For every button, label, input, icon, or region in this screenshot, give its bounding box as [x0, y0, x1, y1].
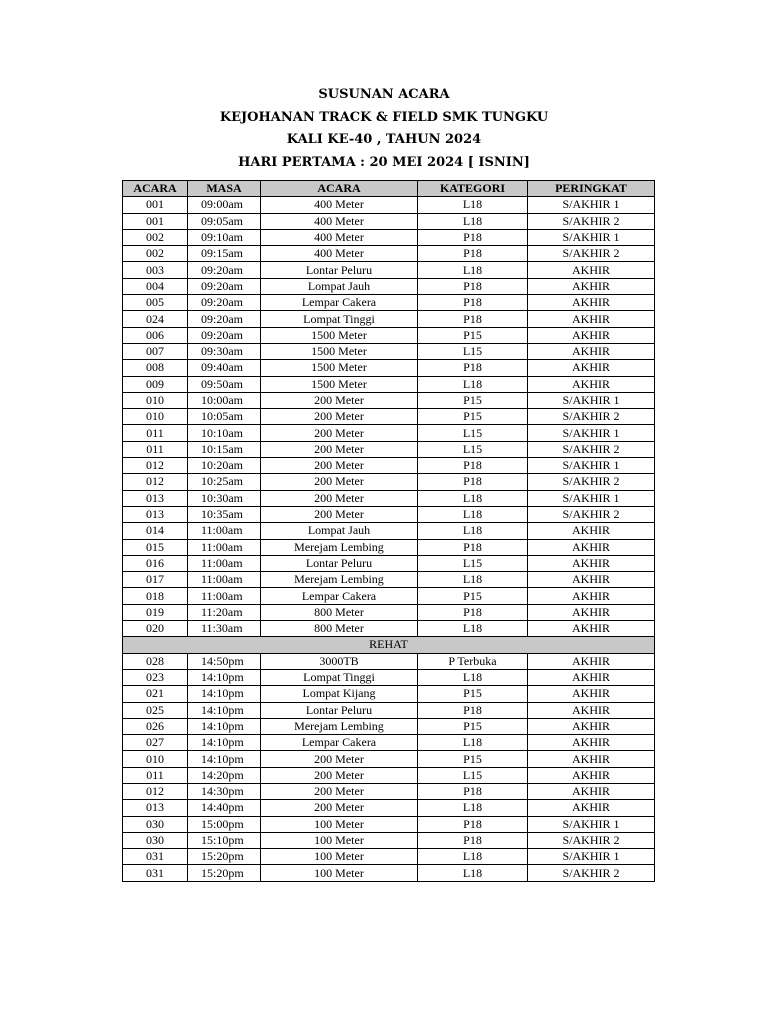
- table-row: [123, 278, 655, 294]
- cell-acara: 200 Meter: [261, 425, 418, 441]
- cell-acara: 200 Meter: [261, 767, 418, 783]
- cell-kategori: P18: [418, 311, 528, 327]
- table-row: [123, 213, 655, 229]
- cell-kategori: L18: [418, 572, 528, 588]
- cell-kategori: P18: [418, 229, 528, 245]
- cell-kategori: L18: [418, 490, 528, 506]
- cell-masa: 09:40am: [188, 360, 261, 376]
- table-row: [123, 718, 655, 734]
- cell-masa: 09:20am: [188, 262, 261, 278]
- cell-acara: 100 Meter: [261, 865, 418, 881]
- cell-acara-no: 025: [123, 702, 188, 718]
- table-row: [123, 262, 655, 278]
- cell-acara-no: 001: [123, 197, 188, 213]
- cell-kategori: L18: [418, 262, 528, 278]
- cell-kategori: L15: [418, 441, 528, 457]
- cell-peringkat: AKHIR: [528, 751, 655, 767]
- column-header-acara: ACARA: [261, 181, 418, 197]
- column-header-masa: MASA: [188, 181, 261, 197]
- cell-kategori: L18: [418, 800, 528, 816]
- cell-peringkat: S/AKHIR 1: [528, 392, 655, 408]
- cell-acara-no: 017: [123, 572, 188, 588]
- heading-event: KEJOHANAN TRACK & FIELD SMK TUNGKU: [219, 109, 549, 125]
- cell-acara: 200 Meter: [261, 441, 418, 457]
- cell-masa: 09:05am: [188, 213, 261, 229]
- cell-acara: 1500 Meter: [261, 376, 418, 392]
- table-row: [123, 604, 655, 620]
- table-row: [123, 621, 655, 637]
- cell-kategori: P18: [418, 295, 528, 311]
- cell-acara-no: 006: [123, 327, 188, 343]
- table-row: [123, 849, 655, 865]
- table-row: [123, 409, 655, 425]
- cell-acara: 1500 Meter: [261, 327, 418, 343]
- cell-acara-no: 027: [123, 735, 188, 751]
- cell-kategori: P18: [418, 832, 528, 848]
- table-row: [123, 767, 655, 783]
- cell-acara: Merejam Lembing: [261, 572, 418, 588]
- table-row: [123, 490, 655, 506]
- cell-acara-no: 011: [123, 767, 188, 783]
- table-row: [123, 783, 655, 799]
- cell-masa: 09:15am: [188, 246, 261, 262]
- cell-kategori: L18: [418, 621, 528, 637]
- cell-acara: 1500 Meter: [261, 343, 418, 359]
- cell-acara: Lompat Tinggi: [261, 311, 418, 327]
- cell-peringkat: AKHIR: [528, 360, 655, 376]
- cell-kategori: P18: [418, 458, 528, 474]
- table-row: [123, 751, 655, 767]
- cell-peringkat: S/AKHIR 1: [528, 197, 655, 213]
- table-row: [123, 474, 655, 490]
- cell-peringkat: AKHIR: [528, 311, 655, 327]
- cell-acara: 200 Meter: [261, 458, 418, 474]
- table-row: [123, 327, 655, 343]
- cell-acara: 100 Meter: [261, 816, 418, 832]
- cell-acara: Lompat Jauh: [261, 523, 418, 539]
- cell-masa: 14:40pm: [188, 800, 261, 816]
- cell-kategori: P15: [418, 686, 528, 702]
- cell-acara-no: 010: [123, 409, 188, 425]
- cell-peringkat: AKHIR: [528, 604, 655, 620]
- cell-acara-no: 013: [123, 490, 188, 506]
- cell-masa: 14:20pm: [188, 767, 261, 783]
- cell-acara-no: 003: [123, 262, 188, 278]
- heading-day: HARI PERTAMA : 20 MEI 2024 [ ISNIN]: [238, 154, 530, 170]
- cell-acara-no: 023: [123, 669, 188, 685]
- cell-peringkat: AKHIR: [528, 572, 655, 588]
- cell-masa: 14:10pm: [188, 718, 261, 734]
- cell-acara-no: 012: [123, 783, 188, 799]
- cell-acara-no: 005: [123, 295, 188, 311]
- cell-masa: 10:25am: [188, 474, 261, 490]
- cell-masa: 11:20am: [188, 604, 261, 620]
- cell-acara: Lontar Peluru: [261, 702, 418, 718]
- cell-peringkat: AKHIR: [528, 767, 655, 783]
- cell-acara-no: 018: [123, 588, 188, 604]
- cell-peringkat: AKHIR: [528, 702, 655, 718]
- cell-acara: Lontar Peluru: [261, 262, 418, 278]
- cell-kategori: P18: [418, 474, 528, 490]
- table-row: [123, 816, 655, 832]
- cell-peringkat: S/AKHIR 1: [528, 816, 655, 832]
- schedule-body: [123, 197, 655, 881]
- cell-acara-no: 021: [123, 686, 188, 702]
- cell-masa: 11:00am: [188, 523, 261, 539]
- cell-masa: 14:10pm: [188, 735, 261, 751]
- table-row: [123, 425, 655, 441]
- cell-masa: 15:20pm: [188, 849, 261, 865]
- cell-masa: 11:00am: [188, 555, 261, 571]
- cell-peringkat: AKHIR: [528, 327, 655, 343]
- table-row: [123, 669, 655, 685]
- cell-masa: 14:30pm: [188, 783, 261, 799]
- cell-peringkat: S/AKHIR 2: [528, 474, 655, 490]
- cell-masa: 11:00am: [188, 572, 261, 588]
- table-row: [123, 555, 655, 571]
- cell-acara-no: 014: [123, 523, 188, 539]
- table-row: [123, 523, 655, 539]
- table-row: [123, 392, 655, 408]
- cell-peringkat: S/AKHIR 1: [528, 490, 655, 506]
- cell-acara-no: 030: [123, 832, 188, 848]
- table-row: [123, 800, 655, 816]
- table-row: [123, 702, 655, 718]
- cell-masa: 11:00am: [188, 588, 261, 604]
- cell-peringkat: AKHIR: [528, 262, 655, 278]
- table-row: [123, 295, 655, 311]
- cell-acara-no: 004: [123, 278, 188, 294]
- cell-acara: 400 Meter: [261, 197, 418, 213]
- cell-acara-no: 009: [123, 376, 188, 392]
- cell-acara-no: 024: [123, 311, 188, 327]
- cell-acara: 200 Meter: [261, 490, 418, 506]
- cell-masa: 09:30am: [188, 343, 261, 359]
- cell-masa: 10:35am: [188, 506, 261, 522]
- cell-peringkat: S/AKHIR 2: [528, 832, 655, 848]
- cell-peringkat: S/AKHIR 2: [528, 246, 655, 262]
- break-row: [123, 637, 655, 653]
- cell-kategori: L18: [418, 506, 528, 522]
- cell-peringkat: AKHIR: [528, 718, 655, 734]
- cell-kategori: L15: [418, 425, 528, 441]
- cell-acara-no: 012: [123, 474, 188, 490]
- cell-acara: 800 Meter: [261, 621, 418, 637]
- cell-masa: 09:20am: [188, 311, 261, 327]
- cell-masa: 10:00am: [188, 392, 261, 408]
- column-header-acara-no: ACARA: [123, 181, 188, 197]
- cell-acara: 200 Meter: [261, 474, 418, 490]
- cell-masa: 14:10pm: [188, 702, 261, 718]
- cell-masa: 15:00pm: [188, 816, 261, 832]
- cell-masa: 09:20am: [188, 295, 261, 311]
- cell-kategori: L15: [418, 555, 528, 571]
- table-row: [123, 572, 655, 588]
- cell-masa: 14:10pm: [188, 669, 261, 685]
- cell-peringkat: AKHIR: [528, 343, 655, 359]
- cell-peringkat: AKHIR: [528, 653, 655, 669]
- cell-peringkat: AKHIR: [528, 783, 655, 799]
- cell-acara: Lempar Cakera: [261, 588, 418, 604]
- cell-kategori: P18: [418, 360, 528, 376]
- cell-masa: 10:10am: [188, 425, 261, 441]
- cell-kategori: L18: [418, 865, 528, 881]
- cell-peringkat: S/AKHIR 1: [528, 425, 655, 441]
- cell-acara-no: 019: [123, 604, 188, 620]
- cell-masa: 15:10pm: [188, 832, 261, 848]
- table-row: [123, 311, 655, 327]
- cell-peringkat: AKHIR: [528, 295, 655, 311]
- cell-kategori: P18: [418, 816, 528, 832]
- table-row: [123, 653, 655, 669]
- cell-kategori: L18: [418, 849, 528, 865]
- table-row: [123, 376, 655, 392]
- cell-peringkat: S/AKHIR 2: [528, 441, 655, 457]
- cell-acara-no: 008: [123, 360, 188, 376]
- cell-acara-no: 026: [123, 718, 188, 734]
- cell-acara: Lompat Kijang: [261, 686, 418, 702]
- cell-acara-no: 010: [123, 751, 188, 767]
- cell-acara-no: 001: [123, 213, 188, 229]
- table-row: [123, 588, 655, 604]
- cell-kategori: L15: [418, 767, 528, 783]
- cell-kategori: P15: [418, 409, 528, 425]
- cell-acara-no: 011: [123, 425, 188, 441]
- column-header-kategori: KATEGORI: [418, 181, 528, 197]
- table-row: [123, 735, 655, 751]
- cell-acara-no: 007: [123, 343, 188, 359]
- cell-acara: Lempar Cakera: [261, 295, 418, 311]
- cell-kategori: P Terbuka: [418, 653, 528, 669]
- cell-acara-no: 010: [123, 392, 188, 408]
- cell-kategori: L15: [418, 343, 528, 359]
- cell-kategori: P15: [418, 588, 528, 604]
- cell-kategori: P15: [418, 327, 528, 343]
- cell-acara-no: 031: [123, 849, 188, 865]
- table-row: [123, 229, 655, 245]
- cell-acara: 200 Meter: [261, 751, 418, 767]
- cell-kategori: P18: [418, 246, 528, 262]
- table-header-row: [123, 181, 655, 197]
- table-row: [123, 506, 655, 522]
- cell-masa: 09:20am: [188, 327, 261, 343]
- cell-masa: 10:05am: [188, 409, 261, 425]
- break-label: REHAT: [123, 637, 655, 653]
- document-header: [0, 84, 768, 174]
- cell-peringkat: S/AKHIR 1: [528, 229, 655, 245]
- table-row: [123, 539, 655, 555]
- cell-peringkat: AKHIR: [528, 555, 655, 571]
- cell-kategori: L18: [418, 197, 528, 213]
- heading-title: SUSUNAN ACARA: [318, 87, 450, 102]
- cell-acara: 200 Meter: [261, 409, 418, 425]
- cell-peringkat: S/AKHIR 2: [528, 409, 655, 425]
- table-row: [123, 832, 655, 848]
- cell-masa: 09:20am: [188, 278, 261, 294]
- cell-acara: 400 Meter: [261, 213, 418, 229]
- cell-masa: 09:00am: [188, 197, 261, 213]
- table-row: [123, 458, 655, 474]
- cell-peringkat: S/AKHIR 2: [528, 506, 655, 522]
- cell-kategori: L18: [418, 523, 528, 539]
- heading-edition: KALI KE-40 , TAHUN 2024: [286, 132, 482, 147]
- table-row: [123, 246, 655, 262]
- cell-kategori: L18: [418, 735, 528, 751]
- cell-acara-no: 031: [123, 865, 188, 881]
- cell-masa: 14:50pm: [188, 653, 261, 669]
- cell-peringkat: S/AKHIR 2: [528, 865, 655, 881]
- cell-acara-no: 002: [123, 246, 188, 262]
- cell-acara: Lontar Peluru: [261, 555, 418, 571]
- schedule-table: [122, 180, 655, 882]
- cell-masa: 09:10am: [188, 229, 261, 245]
- cell-masa: 10:15am: [188, 441, 261, 457]
- table-row: [123, 686, 655, 702]
- cell-peringkat: AKHIR: [528, 376, 655, 392]
- cell-acara: 3000TB: [261, 653, 418, 669]
- cell-masa: 11:00am: [188, 539, 261, 555]
- cell-acara-no: 016: [123, 555, 188, 571]
- cell-peringkat: AKHIR: [528, 669, 655, 685]
- cell-acara-no: 002: [123, 229, 188, 245]
- cell-acara-no: 013: [123, 800, 188, 816]
- cell-acara: 100 Meter: [261, 849, 418, 865]
- table-row: [123, 197, 655, 213]
- cell-masa: 10:20am: [188, 458, 261, 474]
- cell-acara-no: 030: [123, 816, 188, 832]
- cell-acara: 100 Meter: [261, 832, 418, 848]
- column-header-peringkat: PERINGKAT: [528, 181, 655, 197]
- cell-kategori: L18: [418, 376, 528, 392]
- cell-masa: 11:30am: [188, 621, 261, 637]
- cell-masa: 09:50am: [188, 376, 261, 392]
- cell-masa: 15:20pm: [188, 865, 261, 881]
- cell-kategori: P18: [418, 604, 528, 620]
- cell-acara-no: 011: [123, 441, 188, 457]
- cell-kategori: L18: [418, 213, 528, 229]
- cell-acara: 200 Meter: [261, 783, 418, 799]
- cell-acara: 800 Meter: [261, 604, 418, 620]
- cell-acara: 200 Meter: [261, 506, 418, 522]
- cell-acara: Lempar Cakera: [261, 735, 418, 751]
- cell-masa: 14:10pm: [188, 751, 261, 767]
- table-row: [123, 360, 655, 376]
- table-row: [123, 441, 655, 457]
- cell-masa: 14:10pm: [188, 686, 261, 702]
- cell-acara: Lompat Tinggi: [261, 669, 418, 685]
- cell-acara: 200 Meter: [261, 392, 418, 408]
- cell-kategori: L18: [418, 669, 528, 685]
- cell-peringkat: S/AKHIR 1: [528, 458, 655, 474]
- cell-peringkat: AKHIR: [528, 588, 655, 604]
- cell-acara: Merejam Lembing: [261, 539, 418, 555]
- cell-acara-no: 012: [123, 458, 188, 474]
- cell-kategori: P18: [418, 783, 528, 799]
- cell-acara: Merejam Lembing: [261, 718, 418, 734]
- cell-peringkat: AKHIR: [528, 539, 655, 555]
- cell-kategori: P18: [418, 539, 528, 555]
- table-row: [123, 865, 655, 881]
- cell-peringkat: AKHIR: [528, 278, 655, 294]
- cell-kategori: P18: [418, 702, 528, 718]
- cell-acara: 400 Meter: [261, 229, 418, 245]
- cell-kategori: P15: [418, 718, 528, 734]
- cell-peringkat: S/AKHIR 2: [528, 213, 655, 229]
- cell-acara-no: 013: [123, 506, 188, 522]
- cell-acara-no: 020: [123, 621, 188, 637]
- cell-acara-no: 028: [123, 653, 188, 669]
- cell-kategori: P15: [418, 392, 528, 408]
- cell-acara: 1500 Meter: [261, 360, 418, 376]
- cell-kategori: P15: [418, 751, 528, 767]
- cell-peringkat: AKHIR: [528, 800, 655, 816]
- cell-peringkat: S/AKHIR 1: [528, 849, 655, 865]
- cell-peringkat: AKHIR: [528, 523, 655, 539]
- cell-acara: Lompat Jauh: [261, 278, 418, 294]
- cell-acara-no: 015: [123, 539, 188, 555]
- cell-kategori: P18: [418, 278, 528, 294]
- cell-peringkat: AKHIR: [528, 735, 655, 751]
- cell-acara: 200 Meter: [261, 800, 418, 816]
- cell-peringkat: AKHIR: [528, 686, 655, 702]
- table-row: [123, 343, 655, 359]
- cell-acara: 400 Meter: [261, 246, 418, 262]
- cell-peringkat: AKHIR: [528, 621, 655, 637]
- cell-masa: 10:30am: [188, 490, 261, 506]
